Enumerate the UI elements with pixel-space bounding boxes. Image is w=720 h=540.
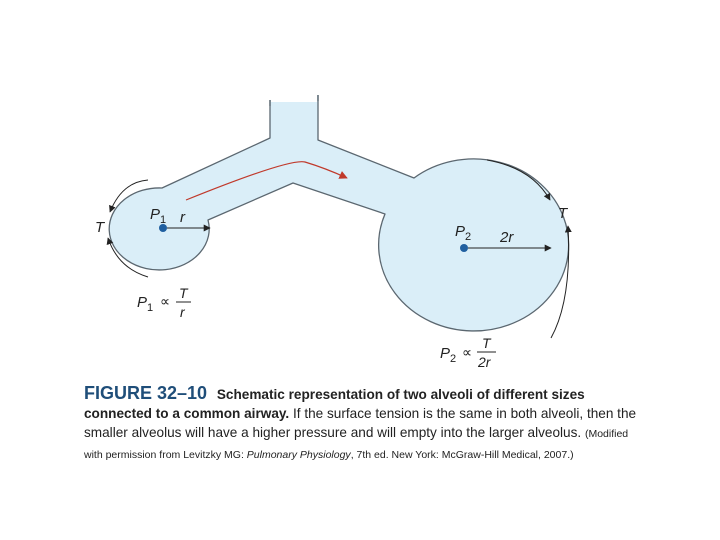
- svg-text:∝: ∝: [462, 344, 473, 360]
- caption-bold-text: Schematic representation of two alveoli of different sizes connected to a common airway.: [84, 387, 585, 421]
- two-r-label: 2r: [500, 229, 514, 246]
- figure-caption: [84, 384, 644, 465]
- svg-text:T: T: [482, 335, 491, 351]
- caption-body-text: If the surface tension is the same in both alveoli, then the smaller alveolus will have a higher pressure and will empty into the larger alveolus.: [84, 406, 637, 440]
- t-label-left: T: [95, 219, 105, 236]
- p2-label: $P_2$: [455, 223, 472, 243]
- svg-text:∝: ∝: [160, 293, 171, 309]
- svg-text:r: r: [180, 304, 185, 320]
- caption-credit: (Modified with permission from Levitzky MG: Pulmonary Physiology, 7th ed. New York: McGraw-Hill Medical, 2007.): [84, 428, 629, 461]
- formula-p2: [440, 335, 496, 370]
- svg-text:P1: $P_1$: [137, 294, 154, 314]
- large-alveolus-center: [460, 244, 468, 252]
- svg-text:P2: $P_2$: [440, 345, 457, 365]
- t-label-right: T: [558, 205, 568, 222]
- svg-text:2r: 2r: [478, 354, 491, 370]
- svg-text:T: T: [179, 285, 188, 301]
- r-label: r: [180, 209, 185, 226]
- formula-p1: [137, 285, 191, 320]
- p1-label: $P_1$: [150, 206, 167, 226]
- figure-label: FIGURE 32–10: [84, 383, 208, 403]
